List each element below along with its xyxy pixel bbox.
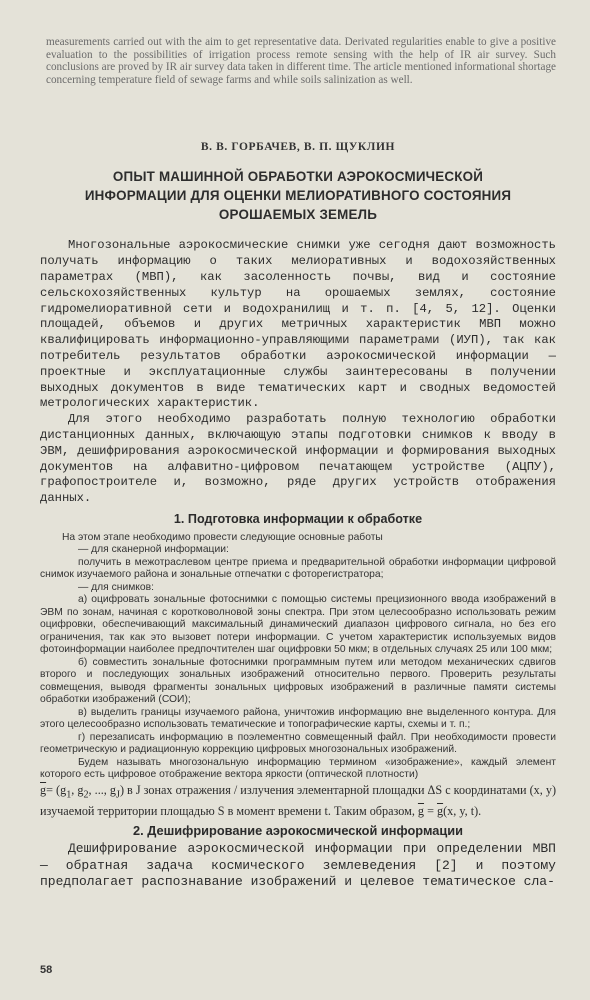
intro-text — [40, 238, 556, 507]
section-1-line: в) выделить границы изучаемого района, уничтожив информацию вне выделенного контура. Для этого целесообразно использовать тематические и топографические карты, схемы и т. п.; — [40, 706, 556, 731]
intro-paragraph-1: Многозональные аэрокосмические снимки уже сегодня дают возможность получать информацию о таких мелиоративных и водохозяйственных параметрах (МВП), как засоленность почвы, вид и состояние сельскохозяйственных культур на орошаемых землях, состояние гидромелиоративной сети и водохранилищ и т. п. [4, 5, 12]. Оценки площадей, объемов и других метричных характеристик МВП можно квалифицировать информационно-управляющими параметрами (ИУП), так как потребитель результатов обработки аэрокосмической информации — проектные и эксплуатационные службы заинтересованы в получении выходных документов в виде тематических карт и сводных ведомостей метрологических характеристик. — [40, 238, 556, 411]
page-number: 58 — [40, 964, 53, 976]
title-line-1: ОПЫТ МАШИННОЙ ОБРАБОТКИ АЭРОКОСМИЧЕСКОЙ — [112, 169, 484, 185]
formula-symbol: $\overline{g}$ — [417, 804, 425, 819]
formula-sub: 1 — [66, 789, 72, 801]
section-2-heading: 2. Дешифрирование аэрокосмической информации — [133, 823, 463, 839]
formula-text: , ..., g — [88, 782, 116, 797]
section-1-line: — для снимков: — [78, 581, 154, 593]
title-line-3: ОРОШАЕМЫХ ЗЕМЕЛЬ — [218, 207, 378, 223]
formula-symbol: $\overline{g}$ — [436, 804, 444, 819]
section-1-line: — для сканерной информации: — [78, 544, 229, 556]
title-line-2: ИНФОРМАЦИИ ДЛЯ ОЦЕНКИ МЕЛИОРАТИВНОГО СОСТОЯНИЯ — [84, 188, 512, 204]
formula-text: , g — [71, 782, 84, 797]
section-1-line: Будем называть многозональную информацию термином «изображение», каждый элемент которого есть цифровое отображение вектора яркости (оптической плотности) — [40, 756, 556, 781]
formula-text: (x, y, t). — [443, 804, 482, 819]
formula-text: ) в J зонах отражения / излучения элементарной площадки ΔS с координатами (x, y) изучаемой территории площадью S в момент времени t. Таким образом, — [40, 782, 557, 819]
intro-paragraph-2: Для этого необходимо разработать полную технологию обработки дистанционных данных, включающую этапы подготовки снимков к вводу в ЭВМ, дешифрирования аэрокосмической информации и формирования выходных документов на алфавитно-цифровом печатающем устройстве (АЦПУ), графопостроителе и, возможно, ряде других устройств отображения данных. — [40, 412, 556, 506]
formula-symbol: $\overline{g}$ — [40, 782, 47, 797]
section-1-line: получить в межотраслевом центре приема и предварительной обработки информации цифровой снимок изучаемого района и зональные отпечатки с фоторегистратора; — [40, 556, 556, 581]
section-2-paragraph-1: Дешифрирование аэрокосмической информации при определении МВП — обратная задача космического землеведения [2] и поэтому предполагает распознавание изображений и целевое тематическое сла- — [40, 841, 556, 890]
formula-sub: J — [115, 789, 120, 801]
article-title — [40, 167, 556, 224]
english-abstract: measurements carried out with the aim to get representative data. Derivated regularities enable to give a positive evaluation to the possibilities of irrigation process remote sensing with the help of IR air survey. Such conclusions are proved by IR air survey data taken in different time. The article mentioned informational shortage concerning temperature field of sewage farms and while soils salinization as well. — [46, 36, 557, 86]
section-1-line: а) оцифровать зональные фотоснимки с помощью системы прецизионного ввода изображений в ЭВМ по зонам, начиная с коротковолновой зоны спектра. При этом целесообразно использовать режим оцифровки, обеспечивающий максимальный динамический диапазон цифрового сигнала, но без его ограничения, так как это вызовет потери информации. С учетом характеристик используемых видов фотоинформации наиболее предпочтителен шаг оцифровки 50 мкм; в отдельных случаях 25 или 100 мкм; — [40, 594, 556, 656]
section-1-line: б) совместить зональные фотоснимки программным путем или методом механических сдвигов второго и последующих зональных изображений относительно первого. Проверить результаты совмещения, выводя фрагменты зональных цифровых изображений в различные памяти системы обработки изображений (СОИ); — [40, 656, 556, 706]
section-1-heading: 1. Подготовка информации к обработке — [173, 511, 423, 526]
section-1-line: На этом этапе необходимо провести следующие основные работы — [62, 531, 383, 543]
section-1-text — [40, 532, 556, 782]
section-1-line: г) перезаписать информацию в поэлементно совмещенный файл. При необходимости провести геометрическую и радиационную коррекцию цифровых многозональных изображений. — [40, 731, 556, 756]
formula-sub: 2 — [83, 789, 89, 801]
article-authors: В. В. ГОРБАЧЕВ, В. П. ЩУКЛИН — [200, 141, 396, 154]
formula-text: = (g — [46, 782, 67, 797]
section-2-text — [40, 841, 556, 891]
formula-text: = — [424, 804, 437, 819]
vector-formula — [40, 782, 556, 820]
